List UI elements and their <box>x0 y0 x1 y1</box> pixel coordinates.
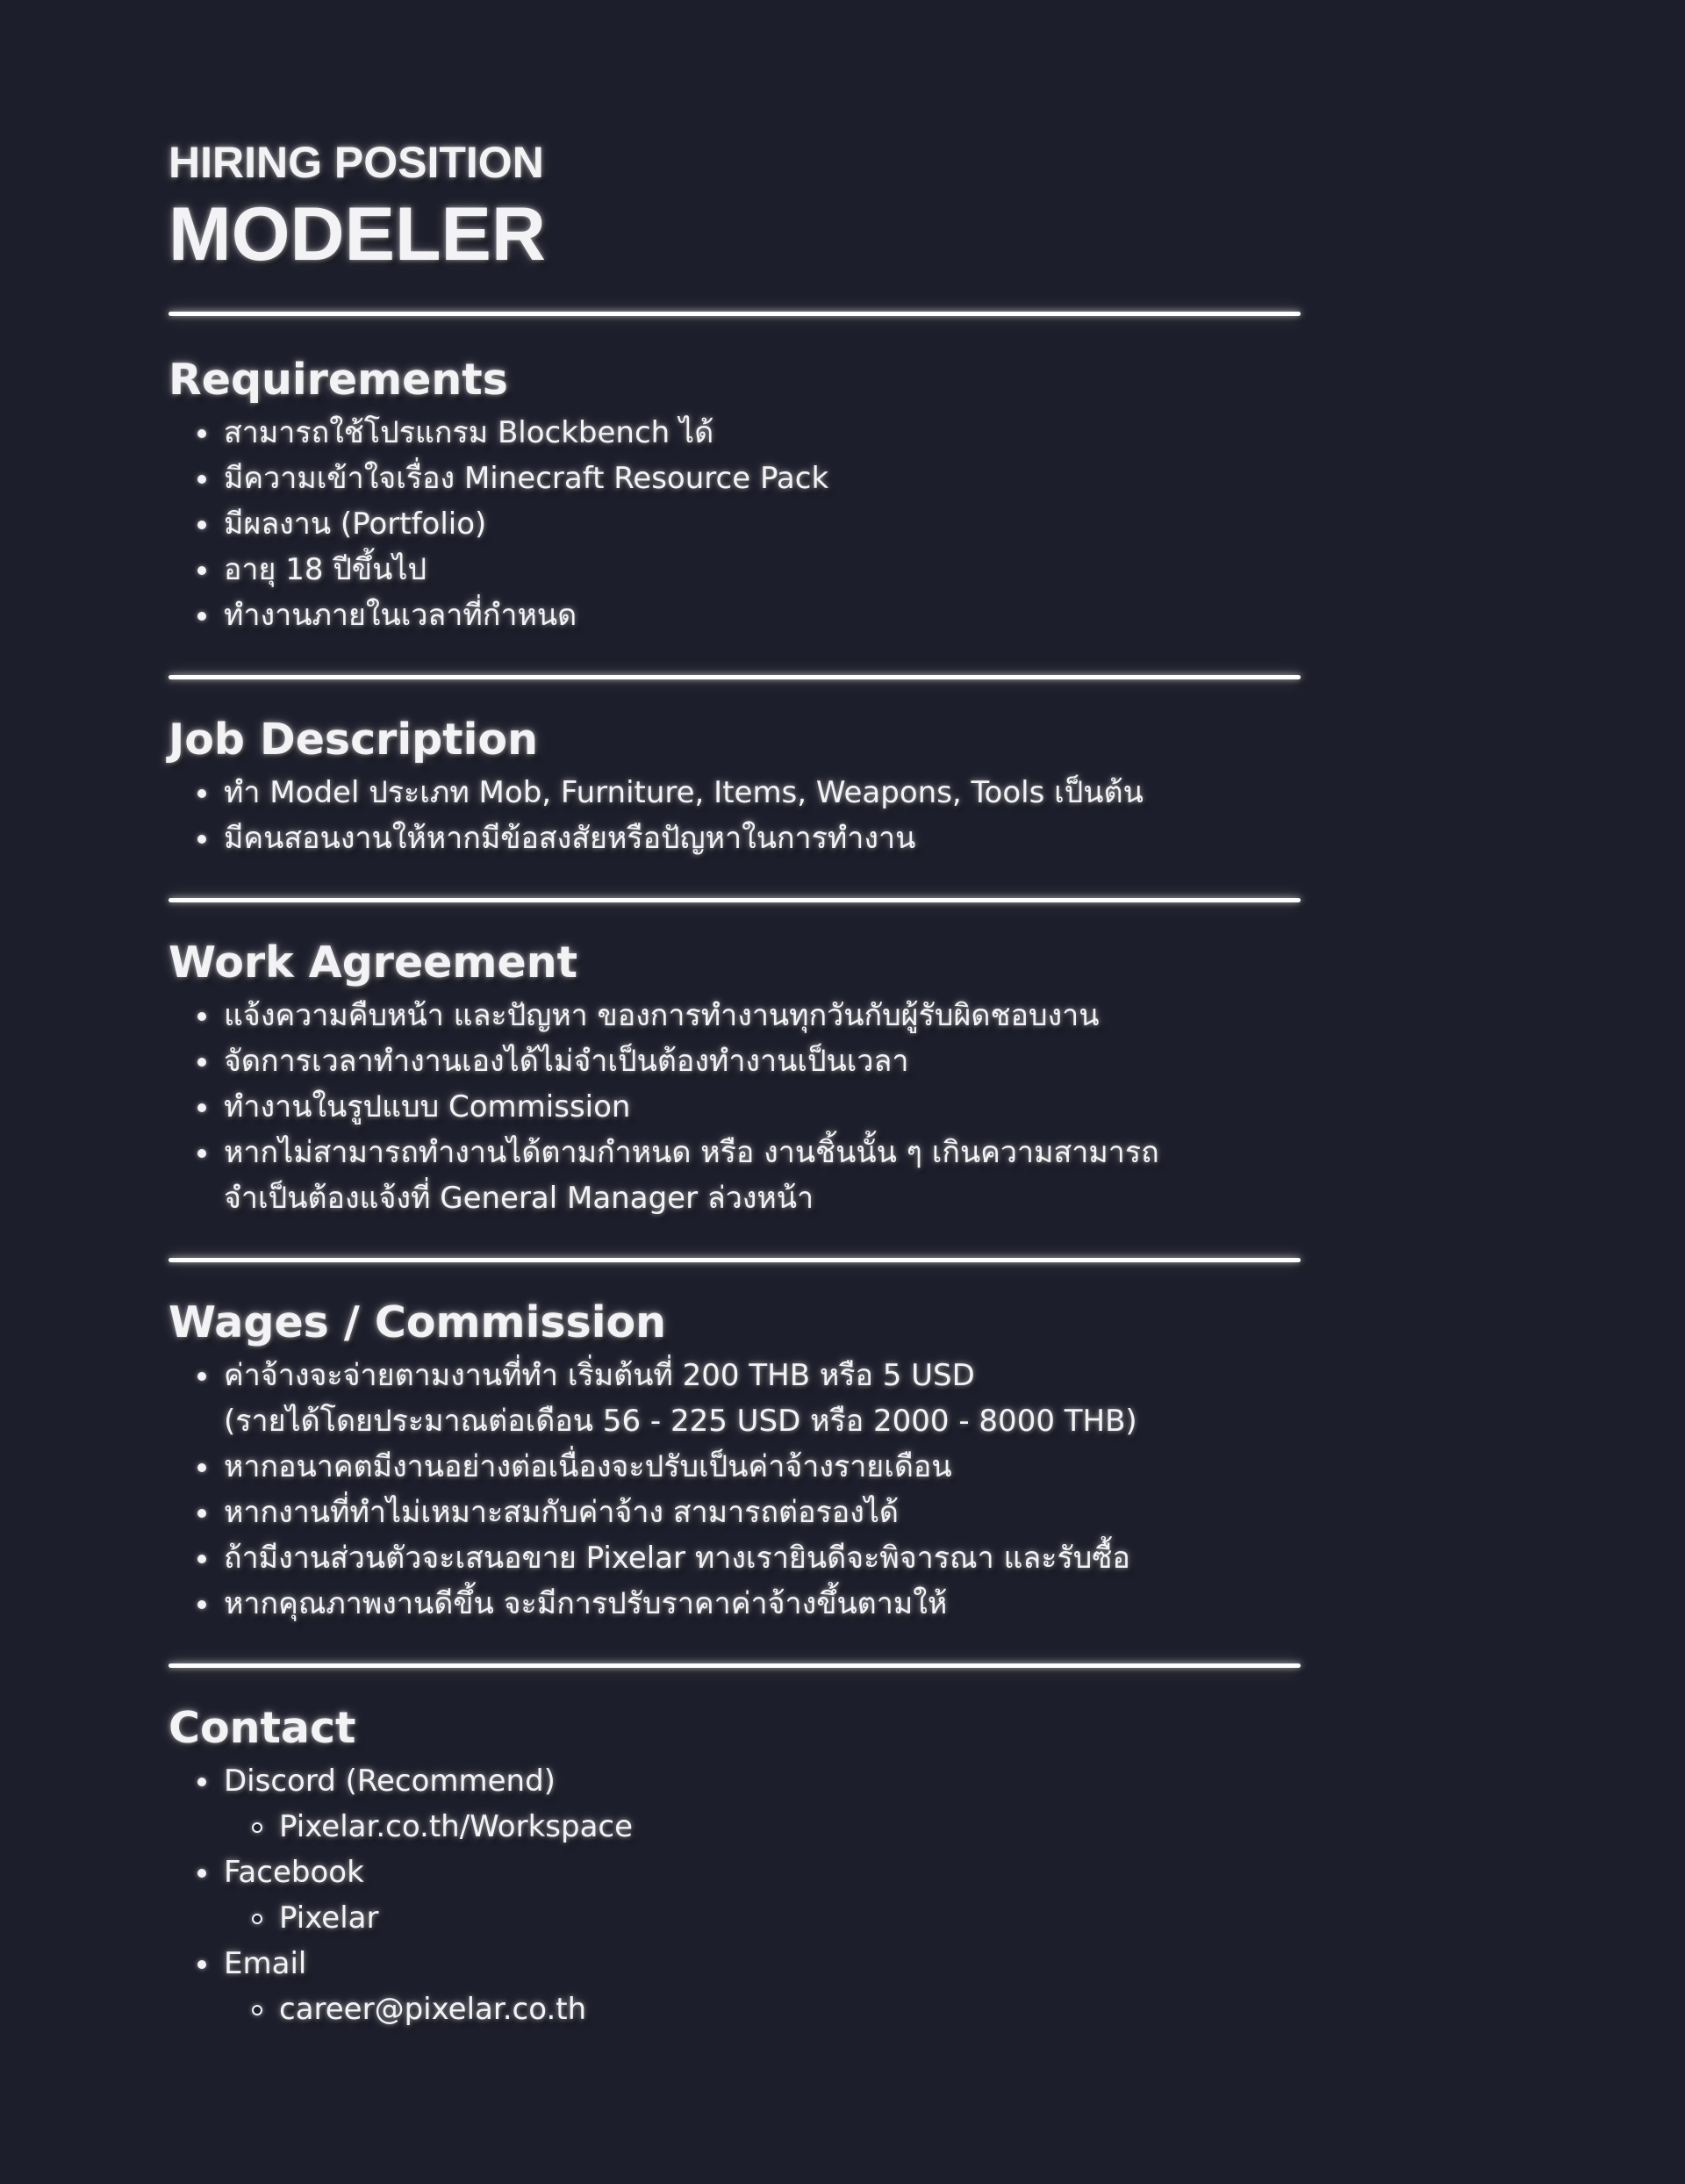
section-wages <box>168 1297 1301 1627</box>
requirements-list <box>168 410 1301 638</box>
contact-item-email <box>168 1941 1301 2032</box>
list-item: มีผลงาน (Portfolio) <box>168 501 1301 547</box>
list-item: ทำงานภายในเวลาที่กำหนด <box>168 593 1301 638</box>
work-agreement-list <box>168 993 1301 1221</box>
list-item: ทำงานในรูปแบบ Commission <box>168 1084 1301 1130</box>
contact-label: Facebook <box>224 1855 364 1890</box>
divider <box>168 312 1301 316</box>
list-item <box>168 1353 1301 1444</box>
contact-sublist <box>224 1895 1301 1941</box>
section-requirements <box>168 355 1301 638</box>
section-heading: Wages / Commission <box>168 1297 667 1347</box>
list-item: หากอนาคตมีงานอย่างต่อเนื่องจะปรับเป็นค่าจ้างรายเดือน <box>168 1444 1301 1490</box>
wages-list <box>168 1353 1301 1627</box>
list-item: มีคนสอนงานให้หากมีข้อสงสัยหรือปัญหาในการทำงาน <box>168 815 1301 861</box>
list-item-line: หากไม่สามารถทำงานได้ตามกำหนด หรือ งานชิ้นนั้น ๆ เกินความสามารถ <box>224 1135 1159 1170</box>
contact-list <box>168 1758 1301 2032</box>
section-heading: Requirements <box>168 355 508 405</box>
section-job-description <box>168 715 1301 861</box>
page-title: MODELER <box>168 192 546 277</box>
divider <box>168 675 1301 679</box>
contact-sublist <box>224 1804 1301 1850</box>
list-item <box>168 1130 1301 1221</box>
list-item-line: ค่าจ้างจะจ่ายตามงานที่ทำ เริ่มต้นที่ 200 THB หรือ 5 USD <box>224 1358 975 1393</box>
job-posting <box>168 140 1301 2032</box>
header <box>168 138 1301 277</box>
list-item: สามารถใช้โปรแกรม Blockbench ได้ <box>168 410 1301 456</box>
divider <box>168 1663 1301 1668</box>
divider <box>168 898 1301 902</box>
list-item-line: จำเป็นต้องแจ้งที่ General Manager ล่วงหน้า <box>224 1181 814 1216</box>
job-description-list <box>168 770 1301 861</box>
section-contact <box>168 1703 1301 2032</box>
section-work-agreement <box>168 938 1301 1221</box>
list-item: มีความเข้าใจเรื่อง Minecraft Resource Pack <box>168 456 1301 501</box>
contact-item-discord <box>168 1758 1301 1850</box>
eyebrow-label: HIRING POSITION <box>168 138 544 187</box>
list-item: ถ้ามีงานส่วนตัวจะเสนอขาย Pixelar ทางเรายินดีจะพิจารณา และรับซื้อ <box>168 1535 1301 1581</box>
section-heading: Job Description <box>168 715 538 765</box>
facebook-link[interactable]: Pixelar <box>224 1895 1301 1941</box>
contact-item-facebook <box>168 1850 1301 1941</box>
list-item: หากคุณภาพงานดีขึ้น จะมีการปรับราคาค่าจ้างขึ้นตามให้ <box>168 1581 1301 1627</box>
email-link[interactable]: career@pixelar.co.th <box>224 1986 1301 2032</box>
divider <box>168 1258 1301 1262</box>
contact-sublist <box>224 1986 1301 2032</box>
list-item: ทำ Model ประเภท Mob, Furniture, Items, Weapons, Tools เป็นต้น <box>168 770 1301 815</box>
list-item: จัดการเวลาทำงานเองได้ไม่จำเป็นต้องทำงานเป็นเวลา <box>168 1038 1301 1084</box>
section-heading: Work Agreement <box>168 938 578 988</box>
section-heading: Contact <box>168 1703 356 1753</box>
list-item-line: (รายได้โดยประมาณต่อเดือน 56 - 225 USD หรือ 2000 - 8000 THB) <box>224 1404 1137 1439</box>
discord-link[interactable]: Pixelar.co.th/Workspace <box>224 1804 1301 1850</box>
list-item: อายุ 18 ปีขึ้นไป <box>168 547 1301 593</box>
list-item: แจ้งความคืบหน้า และปัญหา ของการทำงานทุกวันกับผู้รับผิดชอบงาน <box>168 993 1301 1038</box>
contact-label: Discord (Recommend) <box>224 1764 556 1799</box>
list-item: หากงานที่ทำไม่เหมาะสมกับค่าจ้าง สามารถต่อรองได้ <box>168 1490 1301 1535</box>
contact-label: Email <box>224 1946 307 1981</box>
